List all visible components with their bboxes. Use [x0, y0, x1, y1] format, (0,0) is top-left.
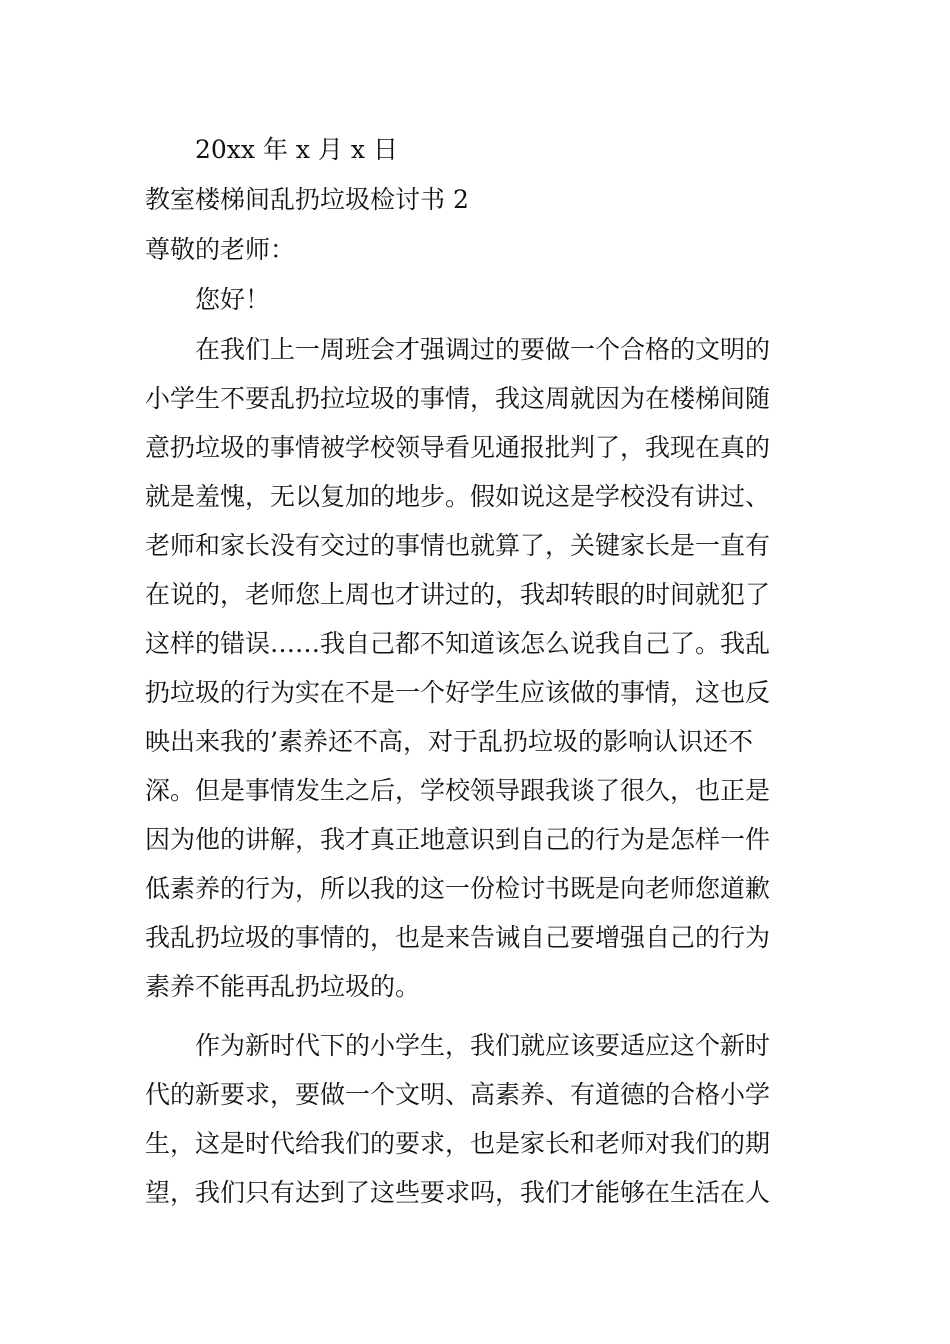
- greeting: 您好！: [195, 285, 271, 314]
- paragraph-line: 这样的错误……我自己都不知道该怎么说我自己了。我乱: [145, 629, 771, 658]
- paragraph-line: 代的新要求，要做一个文明、高素养、有道德的合格小学: [145, 1080, 771, 1109]
- paragraph-line: 我乱扔垃圾的事情的，也是来告诫自己要增强自己的行为: [145, 923, 771, 952]
- paragraph-line: 就是羞愧，无以复加的地步。假如说这是学校没有讲过、: [145, 482, 771, 511]
- paragraph-line: 深。但是事情发生之后，学校领导跟我谈了很久，也正是: [145, 776, 771, 805]
- paragraph-line: 在我们上一周班会才强调过的要做一个合格的文明的: [195, 335, 771, 364]
- salutation: 尊敬的老师：: [145, 235, 296, 264]
- document-title: 教室楼梯间乱扔垃圾检讨书 2: [145, 185, 469, 214]
- document-date: 20xx 年 x 月 x 日: [195, 135, 398, 164]
- paragraph-line: 低素养的行为，所以我的这一份检讨书既是向老师您道歉: [145, 874, 771, 903]
- paragraph-line: 小学生不要乱扔拉垃圾的事情，我这周就因为在楼梯间随: [145, 384, 771, 413]
- paragraph-line: 因为他的讲解，我才真正地意识到自己的行为是怎样一件: [145, 825, 771, 854]
- paragraph-line: 映出来我的’素养还不高，对于乱扔垃圾的影响认识还不: [145, 727, 753, 756]
- paragraph-line: 素养不能再乱扔垃圾的。: [145, 972, 421, 1001]
- paragraph-line: 老师和家长没有交过的事情也就算了，关键家长是一直有: [145, 531, 771, 560]
- paragraph-line: 扔垃圾的行为实在不是一个好学生应该做的事情，这也反: [145, 678, 771, 707]
- paragraph-line: 生，这是时代给我们的要求，也是家长和老师对我们的期: [145, 1129, 771, 1158]
- paragraph-line: 意扔垃圾的事情被学校领导看见通报批判了，我现在真的: [145, 433, 771, 462]
- paragraph-line: 作为新时代下的小学生，我们就应该要适应这个新时: [195, 1031, 771, 1060]
- paragraph-line: 望，我们只有达到了这些要求吗，我们才能够在生活在人: [145, 1178, 771, 1207]
- paragraph-line: 在说的，老师您上周也才讲过的，我却转眼的时间就犯了: [145, 580, 771, 609]
